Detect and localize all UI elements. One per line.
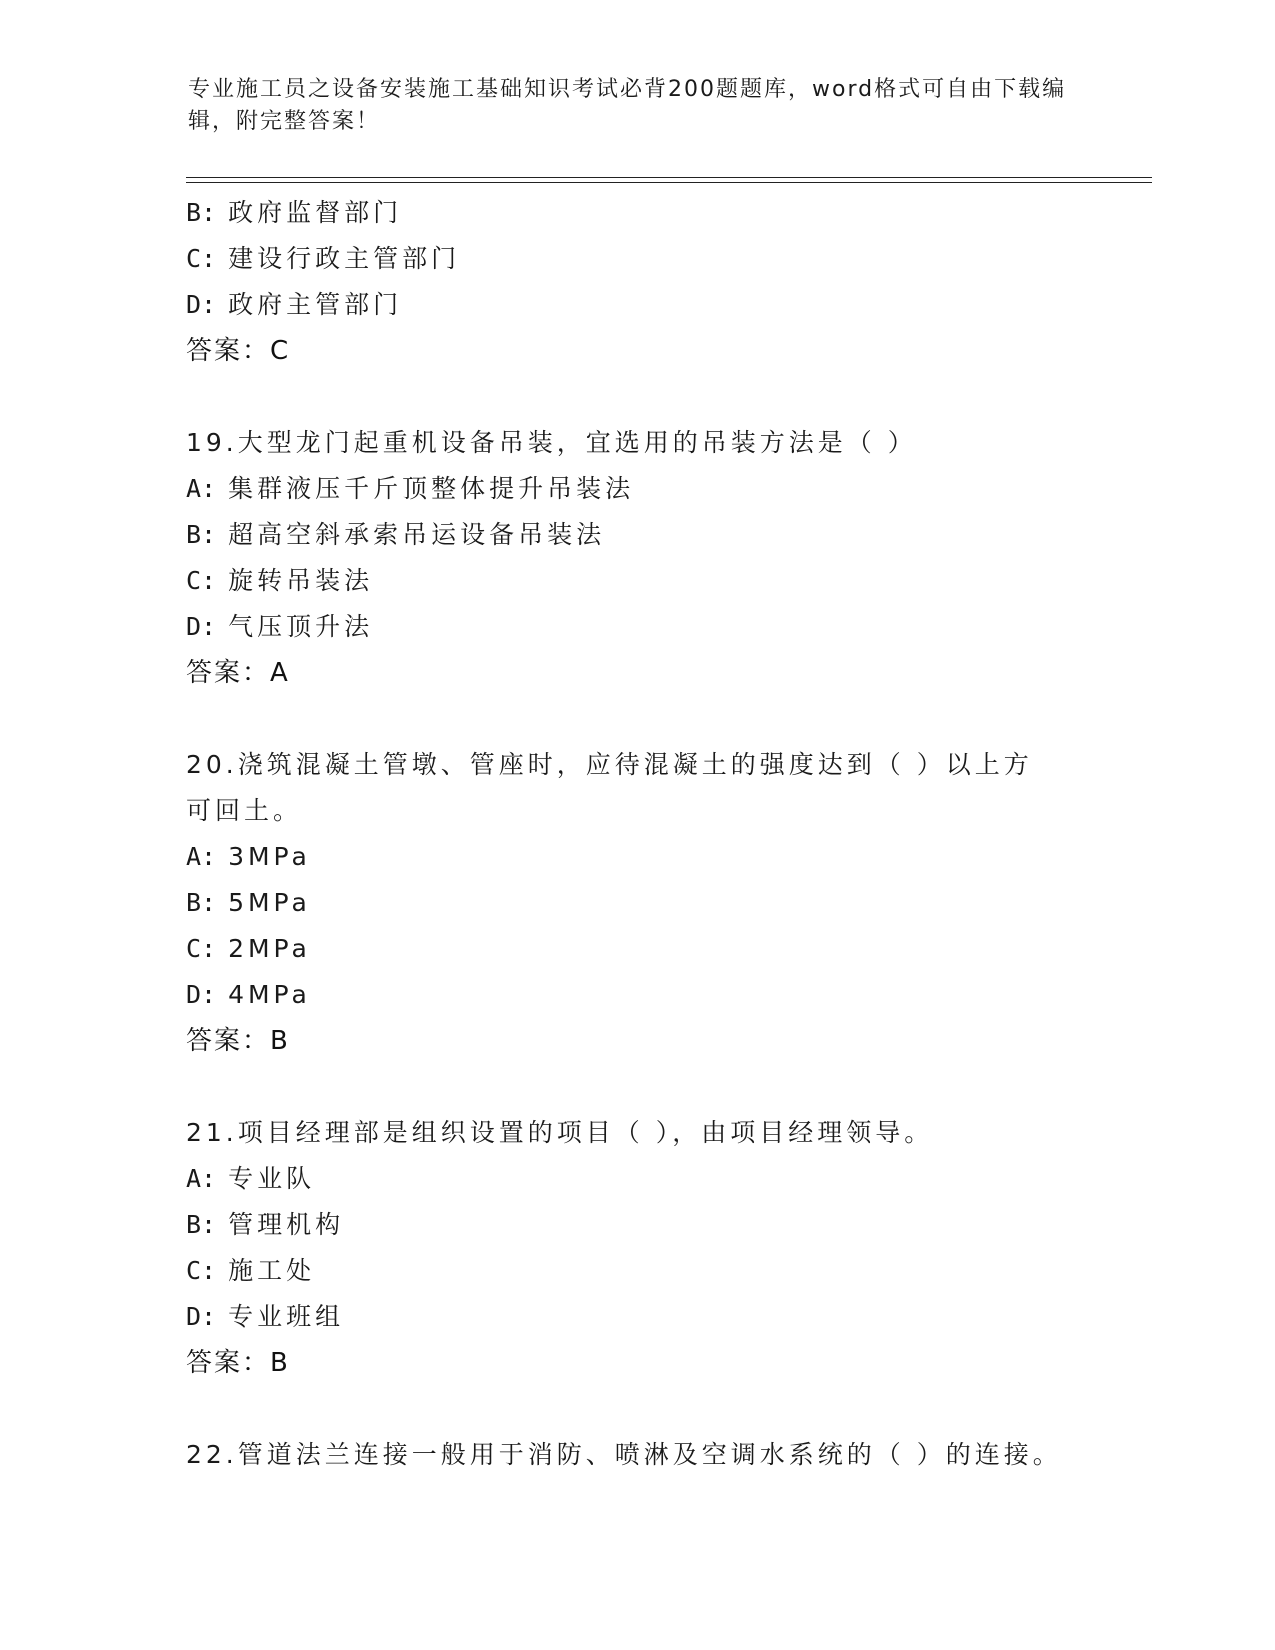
document-title: 专业施工员之设备安装施工基础知识考试必背200题题库，word格式可自由下载编辑，附完整答案！	[188, 77, 1067, 134]
answer-line: 答案：B	[186, 1348, 290, 1378]
option-text: 专业班组	[228, 1302, 345, 1331]
option-text: 2MPa	[228, 934, 311, 963]
option-letter: C:	[186, 1256, 217, 1285]
answer-line: 答案：A	[186, 658, 290, 688]
option-letter: B:	[186, 1210, 217, 1239]
option-text: 建设行政主管部门	[228, 244, 461, 273]
option-d	[186, 972, 1126, 1018]
option-text: 气压顶升法	[228, 612, 374, 641]
option-b	[186, 1202, 1126, 1248]
option-d	[186, 604, 1126, 650]
option-letter: D:	[186, 612, 217, 641]
option-letter: B:	[186, 888, 217, 917]
question-stem: 20.浇筑混凝土管墩、管座时，应待混凝土的强度达到（ ）以上方可回土。	[186, 750, 1033, 825]
option-text: 管理机构	[228, 1210, 345, 1239]
spacer	[186, 696, 1126, 742]
option-c	[186, 236, 1126, 282]
option-text: 5MPa	[228, 888, 311, 917]
option-letter: C:	[186, 244, 217, 273]
option-letter: A:	[186, 1164, 217, 1193]
option-letter: B:	[186, 198, 217, 227]
option-text: 专业队	[228, 1164, 316, 1193]
option-text: 政府监督部门	[228, 198, 403, 227]
option-text: 集群液压千斤顶整体提升吊装法	[228, 474, 635, 503]
option-text: 施工处	[228, 1256, 316, 1285]
question-19	[186, 420, 1126, 696]
option-text: 政府主管部门	[228, 290, 403, 319]
answer-line: 答案：B	[186, 1026, 290, 1056]
option-d	[186, 282, 1126, 328]
spacer	[186, 1064, 1126, 1110]
option-b	[186, 880, 1126, 926]
option-letter: D:	[186, 980, 217, 1009]
option-text: 3MPa	[228, 842, 311, 871]
option-letter: D:	[186, 290, 217, 319]
option-letter: A:	[186, 842, 217, 871]
option-d	[186, 1294, 1126, 1340]
option-letter: C:	[186, 566, 217, 595]
question-stem: 19.大型龙门起重机设备吊装，宜选用的吊装方法是（ ）	[186, 428, 917, 457]
question-20	[186, 742, 1126, 1064]
question-stem: 22.管道法兰连接一般用于消防、喷淋及空调水系统的（ ）的连接。	[186, 1440, 1062, 1469]
question-22	[186, 1432, 1126, 1478]
option-c	[186, 926, 1126, 972]
answer-line: 答案：C	[186, 336, 291, 366]
option-c	[186, 1248, 1126, 1294]
option-a	[186, 466, 1126, 512]
header-rule-bottom	[186, 182, 1152, 183]
header-rule-top	[186, 177, 1152, 178]
option-letter: A:	[186, 474, 217, 503]
option-letter: D:	[186, 1302, 217, 1331]
option-b	[186, 512, 1126, 558]
option-c	[186, 558, 1126, 604]
option-text: 超高空斜承索吊运设备吊装法	[228, 520, 606, 549]
question-list	[186, 190, 1126, 1478]
question-stem: 21.项目经理部是组织设置的项目（ ），由项目经理领导。	[186, 1118, 934, 1147]
option-b	[186, 190, 1126, 236]
option-a	[186, 834, 1126, 880]
spacer	[186, 1386, 1126, 1432]
spacer	[186, 374, 1126, 420]
question-21	[186, 1110, 1126, 1386]
option-a	[186, 1156, 1126, 1202]
option-letter: C:	[186, 934, 217, 963]
option-text: 旋转吊装法	[228, 566, 374, 595]
question-18-partial	[186, 190, 1126, 374]
option-text: 4MPa	[228, 980, 311, 1009]
option-letter: B:	[186, 520, 217, 549]
